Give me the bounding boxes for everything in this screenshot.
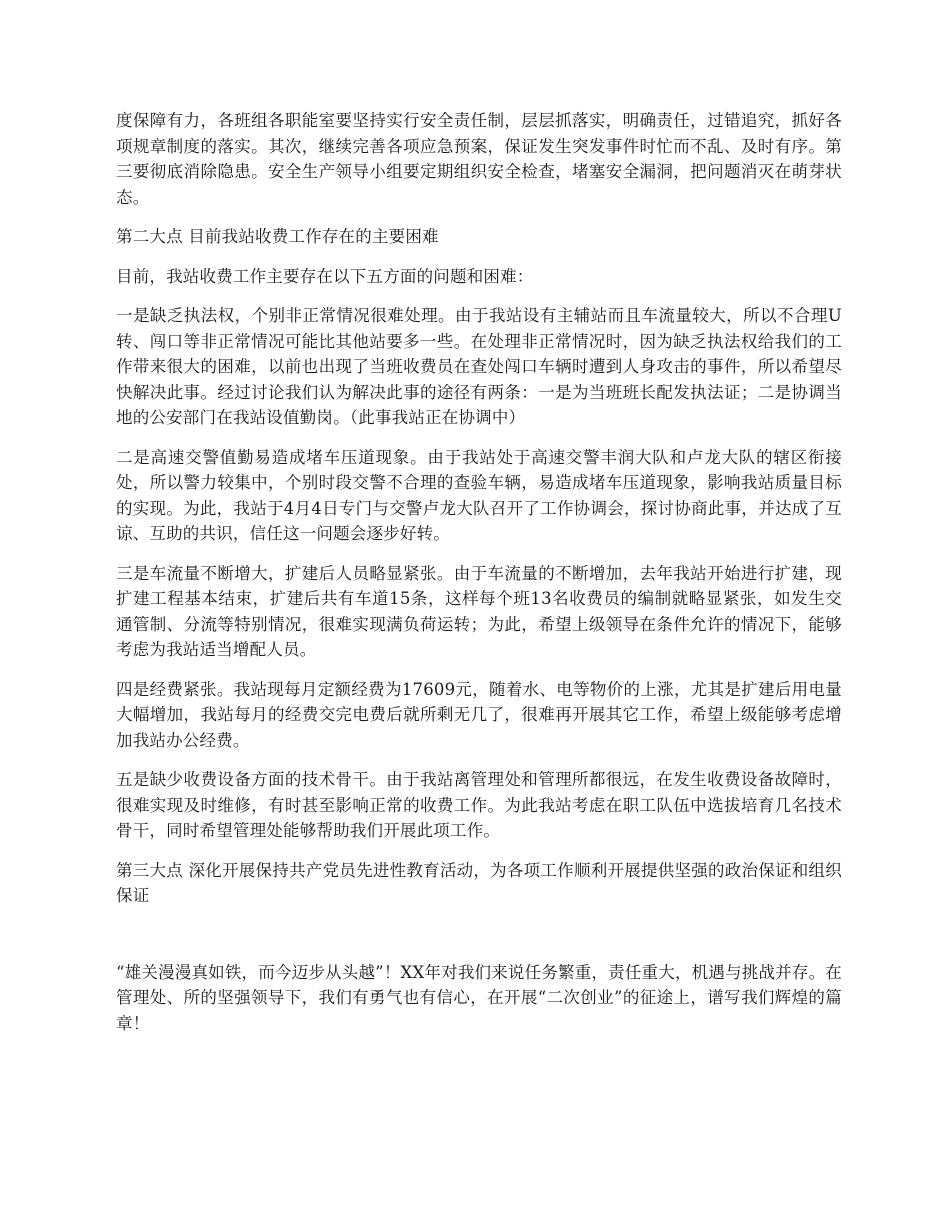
paragraph-conclusion: “雄关漫漫真如铁，而今迈步从头越”！XX年对我们来说任务繁重，责任重大，机遇与挑战并存。在管理处、所的坚强领导下，我们有勇气也有信心，在开展“二次创业”的征途上，谱写我们辉煌的篇章！ [116,962,842,1033]
paragraph-difficulty-traffic-police: 二是高速交警值勤易造成堵车压道现象。由于我站处于高速交警丰润大队和卢龙大队的辖区衔接处，所以警力较集中，个别时段交警不合理的查验车辆，易造成堵车压道现象，影响我站质量目标的实现。为此，我站于4月4日专门与交警卢龙大队召开了工作协调会，探讨协商此事，并达成了互谅、互助的共识，信任这一问题会逐步好转。 [116,447,842,543]
paragraph-difficulty-staffing: 三是车流量不断增大，扩建后人员略显紧张。由于车流量的不断增加，去年我站开始进行扩建，现扩建工程基本结束，扩建后共有车道15条，这样每个班13名收费员的编制就略显紧张，如发生交通管制、分流等特别情况，很难实现满负荷运转；为此，希望上级领导在条件允许的情况下，能够考虑为我站适当增配人员。 [116,563,842,659]
section-heading-main-difficulties: 第二大点 目前我站收费工作存在的主要困难 [116,227,439,246]
document-page [116,108,842,1050]
paragraph-difficulty-technicians: 五是缺少收费设备方面的技术骨干。由于我站离管理处和管理所都很远，在发生收费设备故障时，很难实现及时维修，有时甚至影响正常的收费工作。为此我站考虑在职工队伍中选拔培育几名技术骨干，同时希望管理处能够帮助我们开展此项工作。 [116,770,842,840]
paragraph-safety-measures: 度保障有力，各班组各职能室要坚持实行安全责任制，层层抓落实，明确责任，过错追究，抓好各项规章制度的落实。其次，继续完善各项应急预案，保证发生突发事件时忙而不乱、及时有序。第三要彻底消除隐患。安全生产领导小组要定期组织安全检查，堵塞安全漏洞，把问题消灭在萌芽状态。 [116,111,842,207]
paragraph-difficulty-enforcement: 一是缺乏执法权，个别非正常情况很难处理。由于我站设有主辅站而且车流量较大，所以不合理U转、闯口等非正常情况可能比其他站要多一些。在处理非正常情况时，因为缺乏执法权给我们的工作带来很大的困难，以前也出现了当班收费员在查处闯口车辆时遭到人身攻击的事件，所以希望尽快解决此事。经过讨论我们认为解决此事的途径有两条：一是为当班班长配发执法证；二是协调当地的公安部门在我站设值勤岗。（此事我站正在协调中） [116,306,842,427]
paragraph-difficulties-intro: 目前，我站收费工作主要存在以下五方面的问题和困难： [116,266,534,286]
section-heading-party-education: 第三大点 深化开展保持共产党员先进性教育活动，为各项工作顺利开展提供坚强的政治保证和组织保证 [116,860,842,905]
section-spacer [116,923,842,960]
paragraph-difficulty-funding: 四是经费紧张。我站现每月定额经费为17609元，随着水、电等物价的上涨，尤其是扩建后用电量大幅增加，我站每月的经费交完电费后就所剩无几了，很难再开展其它工作，希望上级能够考虑增加我站办公经费。 [116,679,842,750]
